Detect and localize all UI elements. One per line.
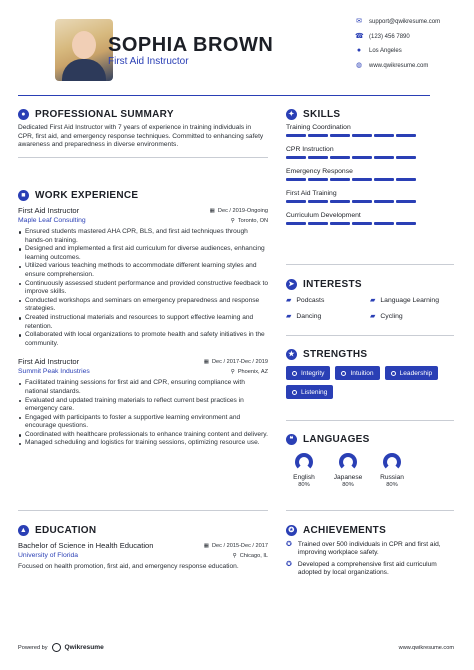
list-item: Facilitated training sessions for first aid and CPR, ensuring compliance with national standards. — [18, 379, 268, 396]
languages-heading-text: LANGUAGES — [303, 434, 370, 445]
email-icon: ✉ — [356, 18, 362, 25]
education-heading-text: EDUCATION — [35, 525, 97, 536]
strengths-heading — [286, 349, 454, 360]
achievements-heading-text: ACHIEVEMENTS — [303, 525, 387, 536]
brand-name: Qwikresume — [64, 644, 104, 651]
achievement-item — [286, 561, 454, 578]
education-section — [18, 525, 268, 572]
strength-label: Listening — [301, 388, 328, 396]
contact-email[interactable] — [355, 18, 440, 26]
pin-icon: ⚲ — [230, 217, 235, 224]
lightbulb-icon: ✦ — [286, 109, 297, 120]
interest-label: Cycling — [380, 312, 403, 320]
interest-label: Language Learning — [380, 296, 439, 304]
list-item: Evaluated and updated training materials to reflect current best practices in emergency care. — [18, 397, 268, 414]
strength-dot-icon — [391, 371, 396, 376]
list-item: Managed scheduling and logistics for training sessions, optimizing resource use. — [18, 439, 268, 448]
language-item — [330, 453, 366, 488]
strength-dot-icon — [292, 390, 297, 395]
education-school: University of Florida — [18, 552, 79, 559]
calendar-icon: ▦ — [203, 358, 210, 365]
user-icon: ● — [18, 109, 29, 120]
languages-divider — [286, 510, 454, 511]
skill-item — [286, 124, 426, 137]
interest-label: Podcasts — [296, 296, 325, 304]
footer — [18, 643, 454, 652]
strengths-pills — [286, 366, 454, 399]
job-entry — [18, 206, 268, 348]
trophy-icon: ★ — [286, 349, 297, 360]
strength-dot-icon — [292, 371, 297, 376]
strengths-section — [286, 349, 454, 399]
strength-pill — [385, 366, 439, 380]
skill-item — [286, 146, 426, 159]
profile-photo — [55, 19, 113, 81]
phone-icon: ☎ — [355, 33, 364, 40]
language-level: 80% — [386, 482, 398, 488]
summary-heading-text: PROFESSIONAL SUMMARY — [35, 109, 174, 120]
summary-section — [18, 109, 268, 158]
job-location — [231, 369, 268, 375]
experience-section — [18, 190, 268, 448]
skill-item — [286, 168, 426, 181]
skill-level-bar — [286, 156, 426, 159]
achievements-heading — [286, 525, 454, 536]
language-level-ring — [383, 453, 401, 471]
job-dates — [204, 359, 268, 365]
contact-phone-text: (123) 456 7890 — [369, 34, 410, 40]
job-location-text: Toronto, ON — [237, 217, 268, 224]
skill-label: First Aid Training — [286, 190, 337, 197]
skills-divider — [286, 264, 454, 265]
achievement-text: Developed a comprehensive first aid curriculum adopted by local organizations. — [297, 560, 437, 577]
education-dates — [204, 543, 268, 549]
experience-divider — [18, 510, 268, 511]
interest-item — [370, 296, 454, 304]
strengths-heading-text: STRENGTHS — [303, 349, 368, 360]
powered-by-text: Powered by — [18, 644, 48, 651]
strength-label: Integrity — [301, 369, 325, 377]
skills-section — [286, 109, 426, 225]
calendar-icon: ▦ — [209, 207, 215, 214]
photo-body — [62, 59, 106, 81]
job-bullets — [18, 379, 268, 448]
skill-level-bar — [286, 222, 426, 225]
speech-bubble-icon: ❝ — [286, 434, 297, 445]
achievements-section — [286, 525, 454, 578]
interest-label: Dancing — [296, 312, 322, 320]
interest-item — [370, 312, 454, 320]
contact-phone[interactable] — [355, 33, 410, 41]
skill-label: Emergency Response — [286, 168, 353, 175]
education-dates-text: Dec / 2015-Dec / 2017 — [212, 542, 268, 549]
achievement-text: Trained over 500 individuals in CPR and first aid, improving workplace safety. — [297, 541, 441, 557]
strengths-divider — [286, 420, 454, 421]
skill-label: Curriculum Development — [286, 212, 361, 219]
job-title: First Aid Instructor — [18, 357, 80, 367]
job-company: Summit Peak Industries — [18, 368, 90, 376]
graduation-cap-icon: ▲ — [19, 527, 28, 534]
list-item: Conducted workshops and seminars on emergency preparedness and response strategies. — [18, 297, 268, 314]
experience-heading-text: WORK EXPERIENCE — [35, 190, 139, 201]
contact-location — [355, 47, 402, 55]
job-title: First Aid Instructor — [18, 206, 80, 215]
location-icon: ● — [356, 47, 362, 54]
job-dates-text: Dec / 2019-Ongoing — [217, 207, 268, 214]
skill-level-bar — [286, 200, 426, 203]
book-icon: ▰ — [286, 297, 292, 304]
calendar-icon: ▦ — [203, 542, 210, 549]
summary-text: Dedicated First Aid Instructor with 7 years of experience in training individuals in CPR, first aid, and emergency response techniques. Committed to enhancing safety awareness and preparedness in diverse environments. — [18, 124, 264, 149]
qwikresume-logo-icon — [52, 643, 61, 652]
interest-item — [286, 312, 370, 320]
language-item — [374, 453, 410, 488]
list-item: Utilized various teaching methods to accommodate different learning styles and ensure comprehension. — [18, 262, 268, 279]
contact-website-text: www.qwikresume.com — [369, 63, 429, 69]
language-level: 80% — [298, 482, 310, 488]
book-icon: ▰ — [370, 313, 376, 320]
candidate-name: SOPHIA BROWN — [108, 34, 274, 56]
language-level-ring — [295, 453, 313, 471]
job-entry — [18, 357, 268, 448]
rocket-icon: ➤ — [286, 279, 297, 290]
job-bullets — [18, 228, 268, 348]
interests-heading — [286, 279, 454, 290]
skill-item — [286, 190, 426, 203]
skill-item — [286, 212, 426, 225]
trophy-icon: ✪ — [286, 525, 297, 536]
strength-label: Leadership — [399, 369, 433, 377]
summary-divider — [18, 157, 268, 158]
language-name: English — [293, 474, 315, 481]
interests-section — [286, 279, 454, 320]
interest-item — [286, 296, 370, 304]
pin-icon: ⚲ — [232, 552, 237, 559]
photo-face — [72, 31, 96, 59]
list-item: Continuously assessed student performance and provided constructive feedback to improve skills. — [18, 280, 268, 297]
skill-level-bar — [286, 134, 426, 137]
book-icon: ▰ — [370, 297, 376, 304]
trophy-icon: ✪ — [286, 560, 292, 568]
education-degree: Bachelor of Science in Health Education — [18, 541, 154, 550]
language-level-ring — [339, 453, 357, 471]
language-name: Japanese — [333, 474, 363, 481]
contact-location-text: Los Angeles — [369, 48, 402, 54]
education-heading — [18, 525, 268, 536]
skills-heading — [286, 109, 426, 120]
languages-section — [286, 434, 454, 488]
experience-heading — [18, 190, 268, 201]
education-location-text: Chicago, IL — [239, 552, 268, 559]
contact-email-text: support@qwikresume.com — [369, 19, 441, 25]
footer-brand[interactable] — [18, 643, 104, 652]
list-item: Coordinated with healthcare professionals to enhance training content and delivery. — [18, 431, 268, 440]
list-item: Created instructional materials and resources to support effective learning and retention. — [18, 314, 268, 331]
strength-pill — [286, 366, 330, 380]
book-icon: ▰ — [286, 313, 292, 320]
job-dates — [210, 208, 268, 214]
job-location-text: Phoenix, AZ — [237, 368, 268, 375]
languages-list — [286, 453, 454, 488]
education-location — [233, 553, 268, 559]
candidate-role: First Aid Instructor — [108, 56, 189, 67]
language-level: 80% — [342, 482, 354, 488]
briefcase-icon: ■ — [18, 190, 29, 201]
list-item: Collaborated with local organizations to promote health and safety initiatives in the community. — [18, 331, 268, 348]
job-dates-text: Dec / 2017-Dec / 2019 — [212, 358, 268, 365]
job-location — [231, 218, 268, 224]
language-item — [286, 453, 322, 488]
list-item: Engaged with participants to foster a supportive learning environment and encourage questions. — [18, 414, 268, 431]
strength-dot-icon — [341, 371, 346, 376]
globe-icon: ◍ — [355, 62, 363, 69]
list-item: Ensured students mastered AHA CPR, BLS, and first aid techniques through hands-on training. — [18, 228, 268, 245]
interests-heading-text: INTERESTS — [303, 279, 362, 290]
strength-pill — [335, 366, 379, 380]
skill-label: CPR Instruction — [286, 146, 334, 153]
languages-heading — [286, 434, 454, 445]
interests-divider — [286, 335, 454, 336]
list-item: Designed and implemented a first aid curriculum for diverse audiences, enhancing learning outcomes. — [18, 245, 268, 262]
skills-heading-text: SKILLS — [303, 109, 341, 120]
contact-website[interactable] — [355, 62, 428, 70]
skill-label: Training Coordination — [286, 124, 351, 131]
pin-icon: ⚲ — [230, 368, 235, 375]
trophy-icon: ✪ — [286, 541, 292, 548]
header-divider — [18, 95, 430, 96]
language-name: Russian — [380, 474, 404, 481]
skill-level-bar — [286, 178, 426, 181]
education-text: Focused on health promotion, first aid, and emergency response education. — [18, 563, 239, 570]
footer-url[interactable]: www.qwikresume.com — [398, 644, 454, 651]
achievement-item — [286, 541, 454, 558]
job-company: Maple Leaf Consulting — [18, 217, 86, 224]
strength-pill — [286, 385, 333, 399]
strength-label: Intuition — [350, 369, 374, 377]
summary-heading — [18, 109, 268, 120]
